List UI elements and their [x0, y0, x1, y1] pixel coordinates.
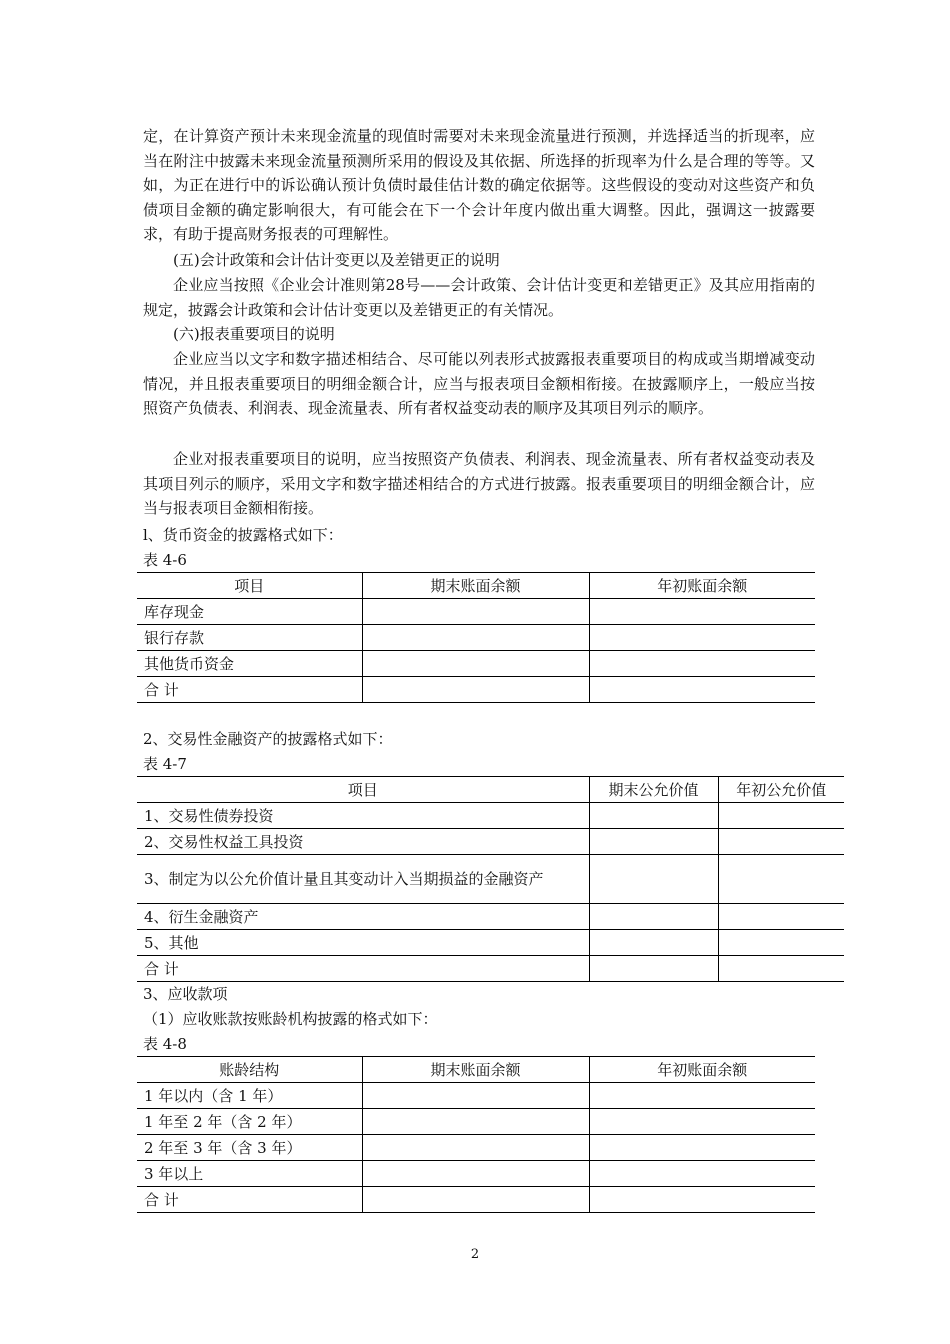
header-item: 项目 [137, 573, 362, 599]
table-row [137, 1135, 815, 1161]
table-cash [137, 572, 815, 703]
cell [718, 803, 844, 829]
header-closing-balance: 期末账面余额 [362, 1057, 589, 1083]
cell [589, 1083, 815, 1109]
row-label: 库存现金 [137, 599, 362, 625]
cell [589, 904, 718, 930]
cell [589, 1135, 815, 1161]
row-label: 3、制定为以公允价值计量且其变动计入当期损益的金融资产 [137, 855, 589, 904]
header-closing-fair-value: 期末公允价值 [589, 777, 718, 803]
header-opening-balance: 年初账面余额 [589, 573, 815, 599]
paragraph-important-items-2: 企业对报表重要项目的说明，应当按照资产负债表、利润表、现金流量表、所有者权益变动表及其项目列示的顺序，采用文字和数字描述相结合的方式进行披露。报表重要项目的明细金额合计，应当与报表项目金额相衔接。 [143, 450, 815, 517]
table-row [137, 1161, 815, 1187]
cell [589, 599, 815, 625]
cell [362, 1161, 589, 1187]
cell [589, 803, 718, 829]
table-label-4-6: 表 4-6 [143, 551, 187, 569]
cell [718, 904, 844, 930]
cell [589, 956, 718, 982]
cell [718, 829, 844, 855]
row-label: 合 计 [137, 956, 589, 982]
row-label: 1 年以内（含 1 年） [137, 1083, 362, 1109]
table-receivables-aging [137, 1056, 815, 1213]
table-row [137, 625, 815, 651]
row-label: 其他货币资金 [137, 651, 362, 677]
table-row [137, 904, 844, 930]
cell [589, 1109, 815, 1135]
cell [589, 855, 718, 904]
header-closing-balance: 期末账面余额 [362, 573, 589, 599]
row-label: 3 年以上 [137, 1161, 362, 1187]
cell [718, 855, 844, 904]
cell [362, 651, 589, 677]
row-label: 4、衍生金融资产 [137, 904, 589, 930]
cell [362, 599, 589, 625]
cell [589, 1161, 815, 1187]
paragraph-important-items-1: 企业应当以文字和数字描述相结合、尽可能以列表形式披露报表重要项目的构成或当期增减变动情况，并且报表重要项目的明细金额合计，应当与报表项目金额相衔接。在披露顺序上，一般应当按照资产负债表、利润表、现金流量表、所有者权益变动表的顺序及其项目列示的顺序。 [143, 350, 815, 417]
table-row [137, 651, 815, 677]
cell [589, 930, 718, 956]
row-label: 合 计 [137, 677, 362, 703]
cell [362, 625, 589, 651]
row-label: 合 计 [137, 1187, 362, 1213]
header-opening-fair-value: 年初公允价值 [718, 777, 844, 803]
section-title-receivables: 3、应收款项 [143, 985, 228, 1003]
table-label-4-7: 表 4-7 [143, 755, 187, 773]
cell [589, 625, 815, 651]
section-title-cash: l、货币资金的披露格式如下： [143, 526, 343, 544]
header-opening-balance: 年初账面余额 [589, 1057, 815, 1083]
heading-important-items: (六)报表重要项目的说明 [173, 325, 335, 343]
table-header-row [137, 777, 844, 803]
page-number: 2 [470, 1247, 480, 1262]
section-subtitle-receivables: （1）应收账款按账龄机构披露的格式如下： [143, 1010, 438, 1028]
table-label-4-8: 表 4-8 [143, 1035, 187, 1053]
table-row-total [137, 677, 815, 703]
table-row [137, 599, 815, 625]
table-row-total [137, 956, 844, 982]
table-row [137, 1083, 815, 1109]
paragraph-assumptions: 定，在计算资产预计未来现金流量的现值时需要对未来现金流量进行预测，并选择适当的折现率，应当在附注中披露未来现金流量预测所采用的假设及其依据、所选择的折现率为什么是合理的等等。又如，为正在进行中的诉讼确认预计负债时最佳估计数的确定依据等。这些假设的变动对这些资产和负债项目金额的确定影响很大，有可能会在下一个会计年度内做出重大调整。因此，强调这一披露要求，有助于提高财务报表的可理解性。 [143, 127, 815, 243]
cell [718, 930, 844, 956]
row-label: 2、交易性权益工具投资 [137, 829, 589, 855]
row-label: 银行存款 [137, 625, 362, 651]
header-item: 项目 [137, 777, 589, 803]
cell [362, 1083, 589, 1109]
table-header-row [137, 573, 815, 599]
table-trading-assets [137, 776, 844, 982]
paragraph-policy-changes: 企业应当按照《企业会计准则第28号——会计政策、会计估计变更和差错更正》及其应用指南的规定，披露会计政策和会计估计变更以及差错更正的有关情况。 [143, 276, 815, 319]
row-label: 5、其他 [137, 930, 589, 956]
table-row [137, 1109, 815, 1135]
cell [589, 829, 718, 855]
cell [589, 651, 815, 677]
row-label: 1 年至 2 年（含 2 年） [137, 1109, 362, 1135]
header-aging: 账龄结构 [137, 1057, 362, 1083]
row-label: 1、交易性债券投资 [137, 803, 589, 829]
row-label: 2 年至 3 年（含 3 年） [137, 1135, 362, 1161]
cell [362, 1109, 589, 1135]
table-row [137, 930, 844, 956]
cell [718, 956, 844, 982]
cell [362, 1187, 589, 1213]
table-header-row [137, 1057, 815, 1083]
table-row [137, 803, 844, 829]
table-row [137, 829, 844, 855]
table-row [137, 855, 844, 904]
cell [589, 677, 815, 703]
section-title-trading-assets: 2、交易性金融资产的披露格式如下： [143, 730, 393, 748]
cell [589, 1187, 815, 1213]
heading-policy-changes: (五)会计政策和会计估计变更以及差错更正的说明 [173, 251, 500, 269]
cell [362, 1135, 589, 1161]
table-row-total [137, 1187, 815, 1213]
cell [362, 677, 589, 703]
